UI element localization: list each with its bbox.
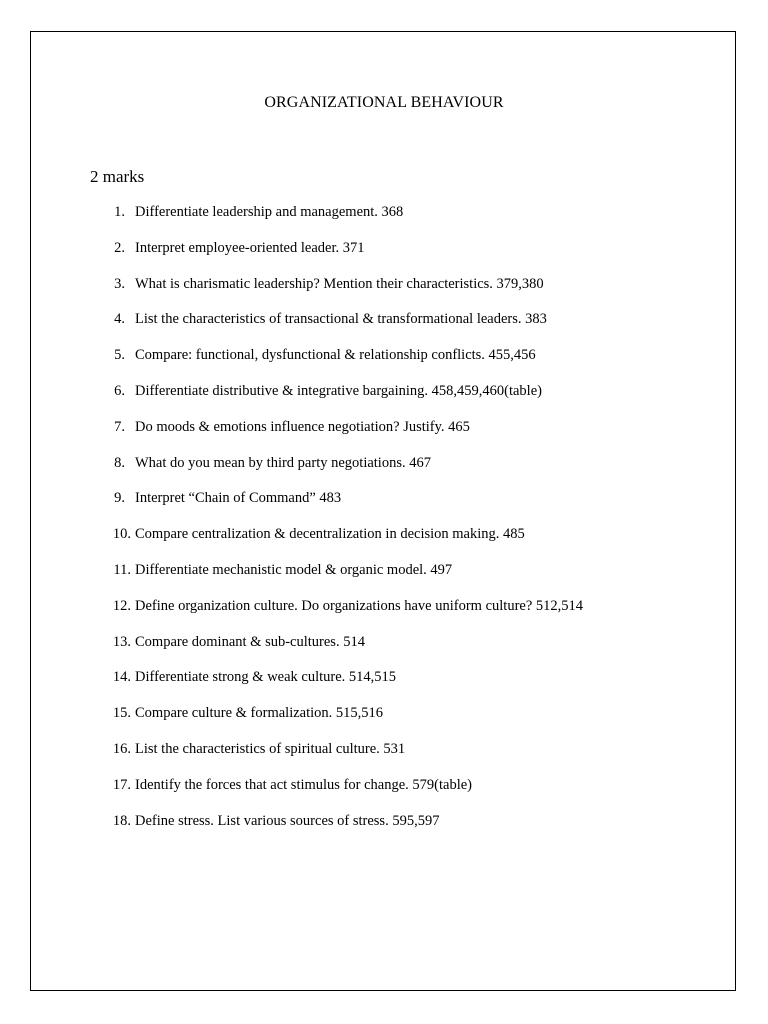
section-heading: 2 marks [90,167,145,186]
list-item-number: 14. [112,669,131,686]
document-title: ORGANIZATIONAL BEHAVIOUR [264,94,504,111]
list-item-text: Do moods & emotions influence negotiation? Justify. 465 [135,418,470,435]
list-item [0,381,768,417]
list-item [0,417,768,453]
list-item-text: Differentiate strong & weak culture. 514,515 [135,669,397,686]
list-item [0,775,768,811]
list-item-number: 8. [114,454,125,471]
list-item [0,667,768,703]
list-item-number: 12. [112,597,131,614]
list-item-text: What is charismatic leadership? Mention their characteristics. 379,380 [135,275,544,292]
list-item-text: Compare culture & formalization. 515,516 [135,705,384,722]
list-item [0,274,768,310]
list-item-text: What do you mean by third party negotiations. 467 [135,454,431,471]
list-item-text: Identify the forces that act stimulus for change. 579(table) [135,776,473,793]
list-item-text: Differentiate leadership and management. 368 [135,204,404,220]
list-item [0,309,768,345]
list-item-text: Define organization culture. Do organizations have uniform culture? 512,514 [135,597,584,614]
list-item-text: Compare centralization & decentralization in decision making. 485 [135,526,525,543]
list-item-number: 10. [112,526,131,543]
list-item-text: Compare: functional, dysfunctional & relationship conflicts. 455,456 [135,347,536,364]
list-item [0,202,768,238]
list-item-text: Differentiate mechanistic model & organic model. 497 [135,561,453,578]
list-item-number: 11. [113,561,131,578]
list-item [0,560,768,596]
list-item-text: List the characteristics of spiritual culture. 531 [135,740,406,757]
question-list [0,202,768,846]
list-item-number: 1. [114,204,125,220]
list-item-number: 3. [114,275,125,292]
list-item-number: 7. [114,418,125,435]
list-item [0,632,768,668]
list-item [0,453,768,489]
list-item [0,345,768,381]
list-item-number: 2. [114,239,125,256]
list-item-text: Interpret “Chain of Command” 483 [135,490,342,507]
list-item-text: Define stress. List various sources of stress. 595,597 [135,812,440,829]
list-item-number: 6. [114,382,125,399]
list-item-text: Differentiate distributive & integrative bargaining. 458,459,460(table) [135,382,542,399]
list-item-number: 18. [112,812,131,829]
list-item-number: 17. [112,776,131,793]
list-item [0,811,768,847]
list-item-number: 16. [112,740,131,757]
list-item-number: 4. [114,311,125,328]
list-item-number: 5. [114,347,125,364]
list-item [0,703,768,739]
list-item [0,488,768,524]
list-item-text: Interpret employee-oriented leader. 371 [135,239,365,256]
list-item-number: 9. [114,490,125,507]
list-item [0,524,768,560]
list-item [0,596,768,632]
list-item [0,739,768,775]
list-item-number: 13. [112,633,131,650]
list-item-text: Compare dominant & sub-cultures. 514 [135,633,365,650]
list-item-number: 15. [112,705,131,722]
list-item [0,238,768,274]
list-item-text: List the characteristics of transactional & transformational leaders. 383 [135,311,547,328]
